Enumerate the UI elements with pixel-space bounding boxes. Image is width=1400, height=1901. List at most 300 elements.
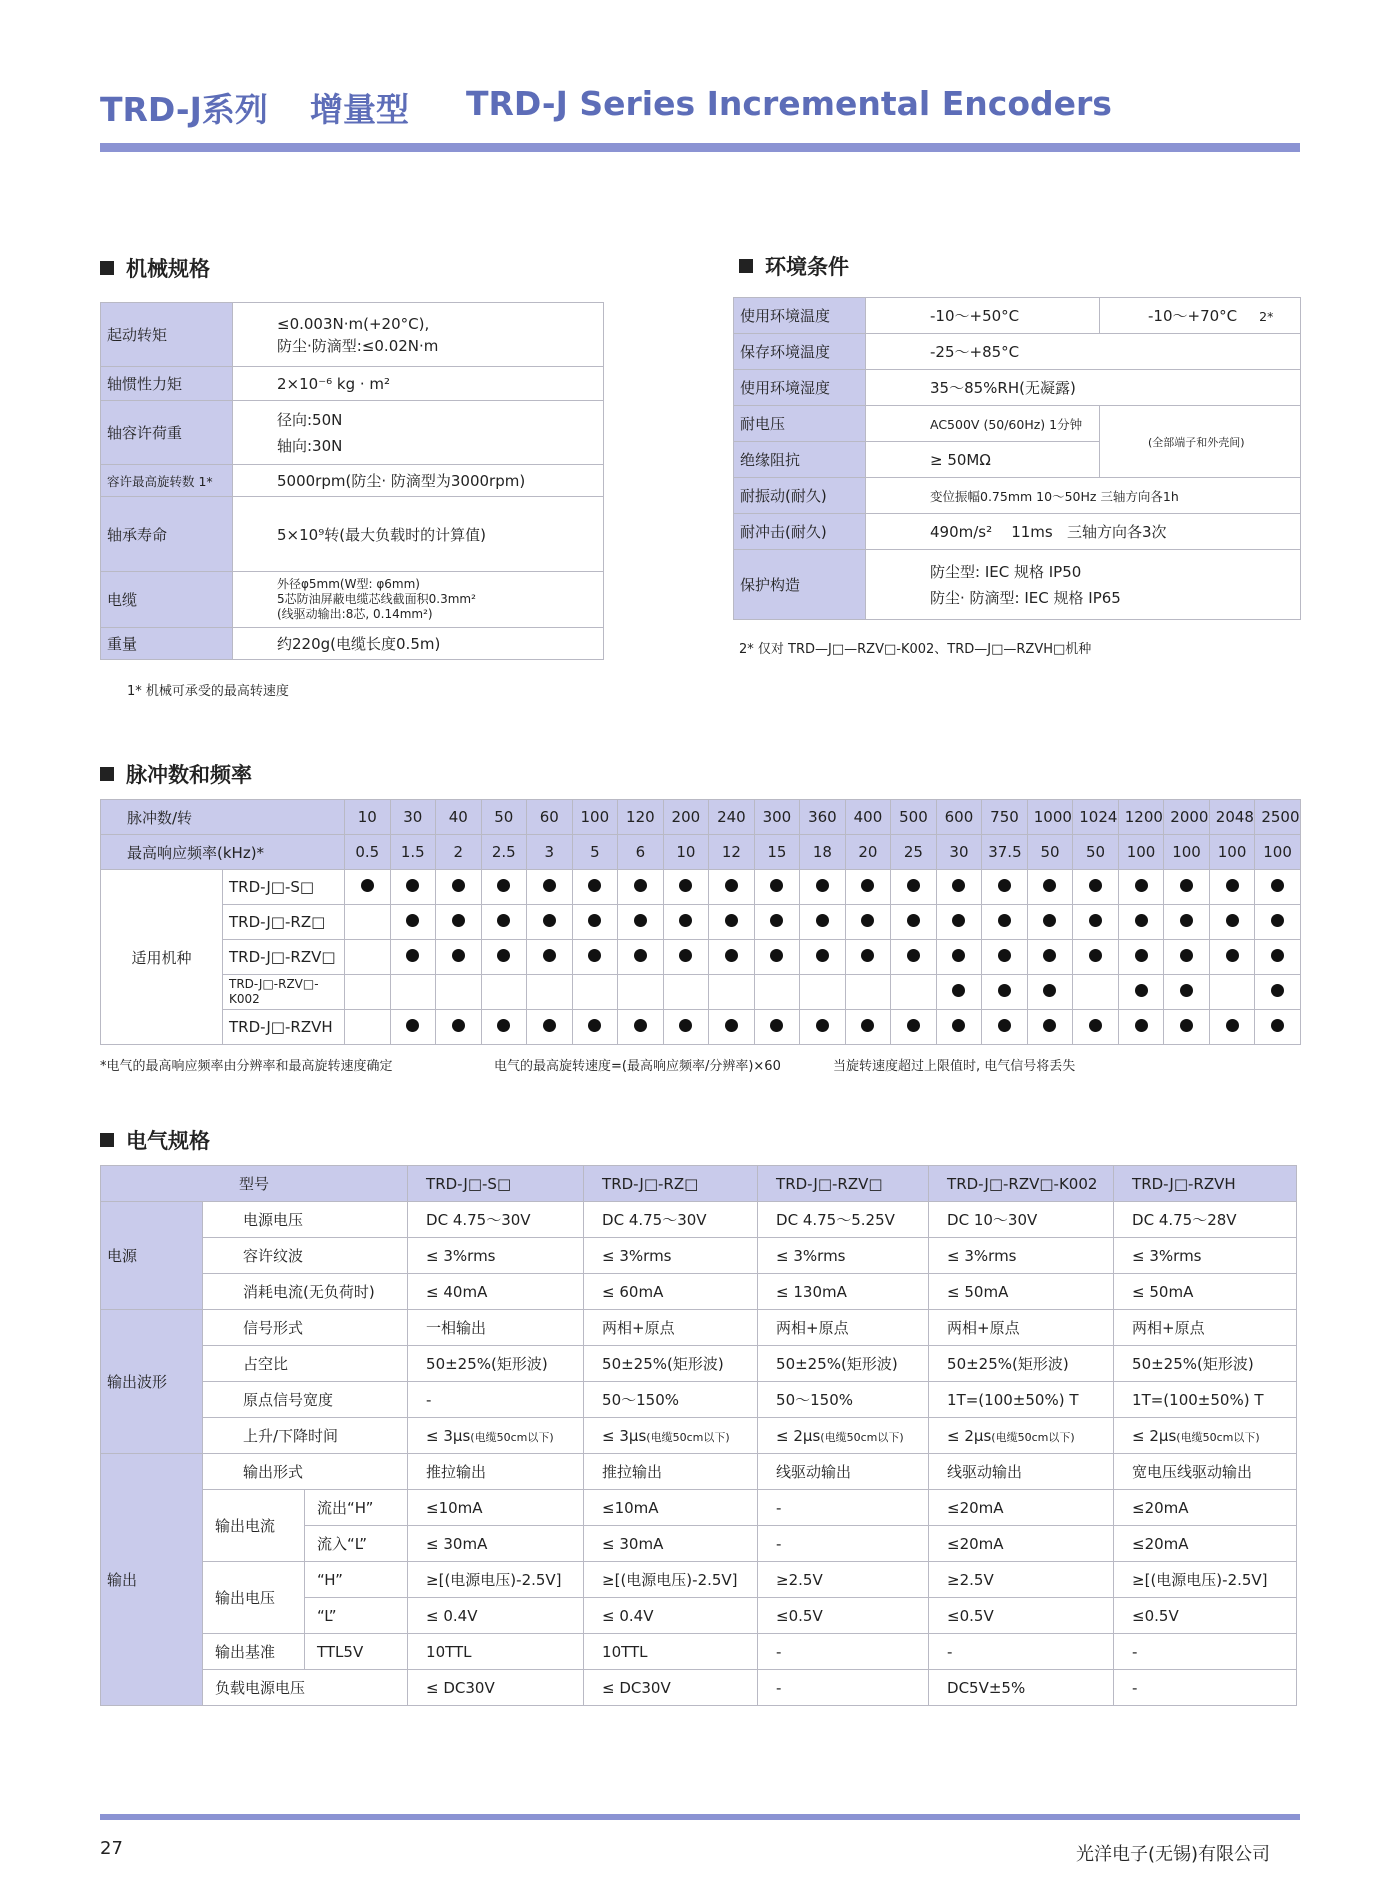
dot-icon — [1089, 879, 1102, 892]
square-bullet-icon — [100, 261, 114, 275]
frequency-cell: 1.5 — [390, 835, 436, 870]
availability-cell — [1255, 1010, 1301, 1045]
frequency-cell: 12 — [709, 835, 755, 870]
value-cell: ≤ 30mA — [584, 1526, 758, 1562]
frequency-cell: 100 — [1118, 835, 1164, 870]
mechanical-table: 起动转矩 ≤0.003N·m(+20°C), 防尘·防滴型:≤0.02N·m 轴惯性力矩 2×10⁻⁶ kg · m² 轴容许荷重 径向:50N 轴向:30N 容许最高旋转数 1* 5000rpm(防尘· 防滴型为3000rpm) 轴承寿命 5×10⁹转(最大负载时的计算值) 电缆 外径φ5mm(W型: φ6mm) 5芯防油屏蔽电缆芯线截面积0.3mm² (线驱动输出:8芯, 0.14mm²) 重量 约220g(电缆长度0.5m) — [100, 302, 604, 660]
value-cell: ≤0.5V — [758, 1598, 929, 1634]
dot-icon — [770, 879, 783, 892]
dot-icon — [907, 949, 920, 962]
dot-icon — [816, 949, 829, 962]
availability-cell — [618, 870, 664, 905]
environment-note: 2* 仅对 TRD—J□—RZV□-K002、TRD—J□—RZVH□机种 — [739, 642, 1092, 657]
pulse-count-cell: 50 — [481, 800, 527, 835]
value-cell: - — [408, 1382, 584, 1418]
group-wave: 输出波形 — [101, 1310, 203, 1454]
availability-cell — [800, 870, 846, 905]
value-cell: - — [1114, 1634, 1297, 1670]
value-cell: 两相+原点 — [929, 1310, 1114, 1346]
value-cell: DC 4.75～30V — [584, 1202, 758, 1238]
availability-cell — [891, 905, 937, 940]
availability-cell — [390, 1010, 436, 1045]
value-cell: 推拉输出 — [584, 1454, 758, 1490]
value-cell: 两相+原点 — [1114, 1310, 1297, 1346]
value-cell: - — [1114, 1670, 1297, 1706]
value-cell: DC 10～30V — [929, 1202, 1114, 1238]
value-cell: ≤ 3%rms — [929, 1238, 1114, 1274]
dot-icon — [816, 914, 829, 927]
pulse-count-cell: 200 — [663, 800, 709, 835]
value-cell: 50±25%(矩形波) — [758, 1346, 929, 1382]
value-cell: 一相输出 — [408, 1310, 584, 1346]
value-cell: ≤ 130mA — [758, 1274, 929, 1310]
dot-icon — [497, 914, 510, 927]
value-cell: ≤ DC30V — [408, 1670, 584, 1706]
dot-icon — [816, 879, 829, 892]
dot-icon — [1271, 949, 1284, 962]
dot-icon — [634, 914, 647, 927]
availability-cell — [618, 975, 664, 1010]
availability-cell — [982, 940, 1028, 975]
row-label: 输出电流 — [203, 1490, 305, 1562]
value-cell: ≤10mA — [408, 1490, 584, 1526]
title-en: TRD-J Series Incremental Encoders — [466, 84, 1112, 123]
company-name: 光洋电子(无锡)有限公司 — [1076, 1844, 1271, 1865]
availability-cell — [1209, 940, 1255, 975]
pulse-count-cell: 750 — [982, 800, 1028, 835]
availability-cell — [572, 870, 618, 905]
availability-cell — [1209, 870, 1255, 905]
availability-cell — [754, 870, 800, 905]
availability-cell — [845, 975, 891, 1010]
dot-icon — [543, 914, 556, 927]
dot-icon — [998, 914, 1011, 927]
dot-icon — [907, 914, 920, 927]
dot-icon — [1180, 914, 1193, 927]
frequency-cell: 20 — [845, 835, 891, 870]
value-cell: ≥2.5V — [758, 1562, 929, 1598]
availability-cell — [754, 940, 800, 975]
availability-cell — [1255, 975, 1301, 1010]
max-frequency-label: 最高响应频率(kHz)* — [101, 835, 345, 870]
availability-cell — [891, 1010, 937, 1045]
row-label: 输出电压 — [203, 1562, 305, 1634]
value-cell: - — [758, 1634, 929, 1670]
environment-heading: 环境条件 — [739, 251, 849, 281]
row-label: 电源电压 — [203, 1202, 408, 1238]
dot-icon — [406, 879, 419, 892]
frequency-cell: 30 — [936, 835, 982, 870]
availability-cell — [527, 940, 573, 975]
availability-cell — [1073, 1010, 1119, 1045]
dot-icon — [770, 1019, 783, 1032]
model-name: TRD-J□-RZV□ — [223, 940, 345, 975]
pulse-count-cell: 120 — [618, 800, 664, 835]
dot-icon — [543, 949, 556, 962]
frequency-cell: 18 — [800, 835, 846, 870]
page-number: 27 — [100, 1838, 123, 1859]
group-power: 电源 — [101, 1202, 203, 1310]
value-cell: 50～150% — [584, 1382, 758, 1418]
dot-icon — [634, 949, 647, 962]
dot-icon — [1180, 949, 1193, 962]
model-header-cell: TRD-J□-RZVH — [1114, 1166, 1297, 1202]
availability-cell — [390, 905, 436, 940]
pulse-count-cell: 360 — [800, 800, 846, 835]
pulse-count-cell: 1000 — [1027, 800, 1073, 835]
dot-icon — [952, 914, 965, 927]
mechanical-heading: 机械规格 — [100, 253, 210, 283]
availability-cell — [1255, 905, 1301, 940]
value-cell: ≤ 30mA — [408, 1526, 584, 1562]
availability-cell — [1073, 975, 1119, 1010]
availability-cell — [1209, 905, 1255, 940]
dot-icon — [998, 1019, 1011, 1032]
availability-cell — [1255, 940, 1301, 975]
availability-cell — [800, 1010, 846, 1045]
frequency-cell: 0.5 — [345, 835, 391, 870]
model-name: TRD-J□-RZVH — [223, 1010, 345, 1045]
pulse-table — [100, 799, 1301, 1045]
availability-cell — [345, 940, 391, 975]
dot-icon — [452, 1019, 465, 1032]
electrical-heading: 电气规格 — [100, 1125, 210, 1155]
dot-icon — [1180, 879, 1193, 892]
availability-cell — [936, 905, 982, 940]
availability-cell — [936, 940, 982, 975]
availability-cell — [481, 905, 527, 940]
value-cell: 10TTL — [408, 1634, 584, 1670]
frequency-cell: 100 — [1209, 835, 1255, 870]
value-cell: ≤0.5V — [1114, 1598, 1297, 1634]
availability-cell — [982, 905, 1028, 940]
value-cell: 推拉输出 — [408, 1454, 584, 1490]
dot-icon — [634, 879, 647, 892]
frequency-cell: 2 — [436, 835, 482, 870]
availability-cell — [390, 975, 436, 1010]
dot-icon — [1271, 984, 1284, 997]
availability-cell — [527, 1010, 573, 1045]
value-cell: ≤ 3μs(电缆50cm以下) — [408, 1418, 584, 1454]
value-cell: ≤ DC30V — [584, 1670, 758, 1706]
availability-cell — [845, 905, 891, 940]
dot-icon — [1043, 914, 1056, 927]
value-cell: ≤20mA — [929, 1526, 1114, 1562]
dot-icon — [1043, 984, 1056, 997]
sub-label: TTL5V — [305, 1634, 408, 1670]
availability-cell — [1027, 975, 1073, 1010]
value-cell: DC5V±5% — [929, 1670, 1114, 1706]
frequency-cell: 25 — [891, 835, 937, 870]
value-cell: ≥2.5V — [929, 1562, 1114, 1598]
dot-icon — [998, 949, 1011, 962]
dot-icon — [588, 914, 601, 927]
frequency-cell: 37.5 — [982, 835, 1028, 870]
pulse-heading: 脉冲数和频率 — [100, 759, 252, 789]
pulse-count-cell: 400 — [845, 800, 891, 835]
availability-cell — [1027, 940, 1073, 975]
dot-icon — [1180, 984, 1193, 997]
dot-icon — [1271, 1019, 1284, 1032]
sub-label: “L” — [305, 1598, 408, 1634]
dot-icon — [861, 914, 874, 927]
availability-cell — [663, 1010, 709, 1045]
availability-cell — [1073, 870, 1119, 905]
model-header-cell: TRD-J□-RZV□ — [758, 1166, 929, 1202]
row-label: 占空比 — [203, 1346, 408, 1382]
sub-label: “H” — [305, 1562, 408, 1598]
value-cell: ≤ 40mA — [408, 1274, 584, 1310]
dot-icon — [861, 1019, 874, 1032]
availability-cell — [1209, 1010, 1255, 1045]
environment-table: 使用环境温度 -10～+50°C -10～+70°C 2* 保存环境温度 -25～+85°C 使用环境湿度 35～85%RH(无凝露) 耐电压 AC500V (50/60Hz) 1分钟 (全部端子和外壳间) 绝缘阻抗 ≥ 50MΩ 耐振动(耐久) 变位振幅0.75mm 10～50Hz 三轴方向各1h 耐冲击(耐久) 490m/s² 11ms 三轴方向各3次 保护构造 防尘型: IEC 规格 IP50 防尘· 防滴型: IEC 规格 IP65 — [733, 297, 1301, 620]
availability-cell — [754, 975, 800, 1010]
model-header-cell: TRD-J□-RZV□-K002 — [929, 1166, 1114, 1202]
value-cell: 宽电压线驱动输出 — [1114, 1454, 1297, 1490]
sub-label: 流出“H” — [305, 1490, 408, 1526]
availability-cell — [390, 870, 436, 905]
sub-label: 流入“L” — [305, 1526, 408, 1562]
dot-icon — [497, 1019, 510, 1032]
availability-cell — [481, 940, 527, 975]
value-cell: 50±25%(矩形波) — [929, 1346, 1114, 1382]
availability-cell — [481, 1010, 527, 1045]
availability-cell — [1164, 940, 1210, 975]
value-cell: 50±25%(矩形波) — [408, 1346, 584, 1382]
availability-cell — [891, 870, 937, 905]
availability-cell — [345, 870, 391, 905]
value-cell: ≤ 2μs(电缆50cm以下) — [758, 1418, 929, 1454]
dot-icon — [907, 879, 920, 892]
availability-cell — [1118, 1010, 1164, 1045]
availability-cell — [754, 1010, 800, 1045]
frequency-cell: 15 — [754, 835, 800, 870]
frequency-cell: 100 — [1164, 835, 1210, 870]
value-cell: ≤ 2μs(电缆50cm以下) — [929, 1418, 1114, 1454]
row-label: 消耗电流(无负荷时) — [203, 1274, 408, 1310]
availability-cell — [891, 975, 937, 1010]
availability-cell — [1118, 905, 1164, 940]
dot-icon — [1089, 914, 1102, 927]
availability-cell — [1027, 905, 1073, 940]
dot-icon — [543, 1019, 556, 1032]
value-cell: ≤ 50mA — [1114, 1274, 1297, 1310]
pulse-count-label: 脉冲数/转 — [101, 800, 345, 835]
value-cell: ≤ 3%rms — [1114, 1238, 1297, 1274]
availability-cell — [1164, 905, 1210, 940]
dot-icon — [998, 879, 1011, 892]
availability-cell — [663, 905, 709, 940]
pulse-count-cell: 40 — [436, 800, 482, 835]
dot-icon — [1043, 879, 1056, 892]
frequency-cell: 2.5 — [481, 835, 527, 870]
footer-rule — [100, 1814, 1300, 1820]
row-label: 信号形式 — [203, 1310, 408, 1346]
value-cell: ≤ 3%rms — [584, 1238, 758, 1274]
availability-cell — [936, 975, 982, 1010]
availability-cell — [1118, 870, 1164, 905]
availability-cell — [1164, 975, 1210, 1010]
model-name: TRD-J□-RZ□ — [223, 905, 345, 940]
value-cell: 50±25%(矩形波) — [584, 1346, 758, 1382]
availability-cell — [572, 975, 618, 1010]
dot-icon — [588, 949, 601, 962]
dot-icon — [1089, 949, 1102, 962]
pulse-count-cell: 30 — [390, 800, 436, 835]
pulse-note-1: *电气的最高响应频率由分辨率和最高旋转速度确定 — [100, 1059, 393, 1074]
dot-icon — [361, 879, 374, 892]
availability-cell — [345, 905, 391, 940]
square-bullet-icon — [100, 767, 114, 781]
value-cell: ≥[(电源电压)-2.5V] — [408, 1562, 584, 1598]
frequency-cell: 6 — [618, 835, 664, 870]
availability-cell — [572, 940, 618, 975]
availability-cell — [709, 870, 755, 905]
availability-cell — [982, 870, 1028, 905]
dot-icon — [1135, 1019, 1148, 1032]
dot-icon — [452, 949, 465, 962]
availability-cell — [527, 870, 573, 905]
model-name: TRD-J□-RZV□-K002 — [223, 975, 345, 1010]
model-header: 型号 — [101, 1166, 408, 1202]
pulse-note-3: 当旋转速度超过上限值时, 电气信号将丢失 — [833, 1059, 1076, 1074]
availability-cell — [663, 975, 709, 1010]
availability-cell — [800, 905, 846, 940]
value-cell: - — [929, 1634, 1114, 1670]
frequency-cell: 50 — [1027, 835, 1073, 870]
availability-cell — [845, 1010, 891, 1045]
availability-cell — [572, 1010, 618, 1045]
value-cell: ≤ 60mA — [584, 1274, 758, 1310]
availability-cell — [936, 870, 982, 905]
model-name: TRD-J□-S□ — [223, 870, 345, 905]
availability-cell — [709, 975, 755, 1010]
pulse-count-cell: 1200 — [1118, 800, 1164, 835]
group-output: 输出 — [101, 1454, 203, 1706]
value-cell: 线驱动输出 — [929, 1454, 1114, 1490]
frequency-cell: 3 — [527, 835, 573, 870]
row-label: 容许纹波 — [203, 1238, 408, 1274]
pulse-count-cell: 300 — [754, 800, 800, 835]
pulse-count-cell: 2000 — [1164, 800, 1210, 835]
dot-icon — [679, 914, 692, 927]
square-bullet-icon — [100, 1133, 114, 1147]
pulse-count-cell: 240 — [709, 800, 755, 835]
value-cell: DC 4.75～30V — [408, 1202, 584, 1238]
frequency-cell: 5 — [572, 835, 618, 870]
value-cell: ≤ 0.4V — [584, 1598, 758, 1634]
availability-cell — [982, 1010, 1028, 1045]
value-cell: ≤ 0.4V — [408, 1598, 584, 1634]
pulse-note-2: 电气的最高旋转速度=(最高响应频率/分辨率)×60 — [494, 1059, 781, 1074]
dot-icon — [725, 1019, 738, 1032]
pulse-count-cell: 60 — [527, 800, 573, 835]
frequency-cell: 10 — [663, 835, 709, 870]
dot-icon — [725, 949, 738, 962]
value-cell: - — [758, 1526, 929, 1562]
row-label: 输出基准 — [203, 1634, 305, 1670]
availability-cell — [1073, 940, 1119, 975]
dot-icon — [1226, 914, 1239, 927]
availability-cell — [845, 870, 891, 905]
frequency-cell: 100 — [1255, 835, 1301, 870]
dot-icon — [1226, 1019, 1239, 1032]
availability-cell — [345, 1010, 391, 1045]
dot-icon — [452, 879, 465, 892]
dot-icon — [406, 949, 419, 962]
availability-cell — [1118, 975, 1164, 1010]
dot-icon — [952, 1019, 965, 1032]
value-cell: ≤20mA — [1114, 1490, 1297, 1526]
dot-icon — [679, 949, 692, 962]
dot-icon — [497, 949, 510, 962]
availability-cell — [618, 905, 664, 940]
availability-cell — [1164, 1010, 1210, 1045]
value-cell: ≤ 3%rms — [408, 1238, 584, 1274]
dot-icon — [679, 879, 692, 892]
value-cell: 1T=(100±50%) T — [929, 1382, 1114, 1418]
value-cell: 两相+原点 — [758, 1310, 929, 1346]
subtitle-cn: 增量型 — [310, 90, 409, 129]
value-cell: ≤ 3μs(电缆50cm以下) — [584, 1418, 758, 1454]
dot-icon — [1135, 914, 1148, 927]
electrical-table — [100, 1165, 1297, 1706]
value-cell: ≤20mA — [929, 1490, 1114, 1526]
availability-cell — [436, 1010, 482, 1045]
availability-cell — [800, 975, 846, 1010]
dot-icon — [588, 1019, 601, 1032]
value-cell: 50±25%(矩形波) — [1114, 1346, 1297, 1382]
dot-icon — [1226, 949, 1239, 962]
value-cell: - — [758, 1670, 929, 1706]
availability-cell — [800, 940, 846, 975]
availability-cell — [709, 940, 755, 975]
square-bullet-icon — [739, 259, 753, 273]
availability-cell — [891, 940, 937, 975]
availability-cell — [390, 940, 436, 975]
availability-cell — [709, 1010, 755, 1045]
value-cell: ≤ 2μs(电缆50cm以下) — [1114, 1418, 1297, 1454]
dot-icon — [1226, 879, 1239, 892]
dot-icon — [406, 1019, 419, 1032]
value-cell: 线驱动输出 — [758, 1454, 929, 1490]
dot-icon — [952, 984, 965, 997]
value-cell: ≤ 3%rms — [758, 1238, 929, 1274]
pulse-count-cell: 2048 — [1209, 800, 1255, 835]
availability-cell — [1118, 940, 1164, 975]
availability-cell — [481, 870, 527, 905]
row-label: 输出形式 — [203, 1454, 408, 1490]
availability-cell — [754, 905, 800, 940]
applicable-models-label: 适用机种 — [101, 870, 223, 1045]
availability-cell — [345, 975, 391, 1010]
availability-cell — [436, 870, 482, 905]
title-cn: TRD-J系列 — [100, 90, 268, 129]
value-cell: DC 4.75～5.25V — [758, 1202, 929, 1238]
dot-icon — [952, 949, 965, 962]
availability-cell — [845, 940, 891, 975]
dot-icon — [1180, 1019, 1193, 1032]
value-cell: ≤20mA — [1114, 1526, 1297, 1562]
availability-cell — [618, 940, 664, 975]
row-label: 原点信号宽度 — [203, 1382, 408, 1418]
row-label: 负载电源电压 — [203, 1670, 408, 1706]
value-cell: 两相+原点 — [584, 1310, 758, 1346]
row-label: 上升/下降时间 — [203, 1418, 408, 1454]
value-cell: DC 4.75～28V — [1114, 1202, 1297, 1238]
pulse-count-cell: 1024 — [1073, 800, 1119, 835]
availability-cell — [1027, 870, 1073, 905]
